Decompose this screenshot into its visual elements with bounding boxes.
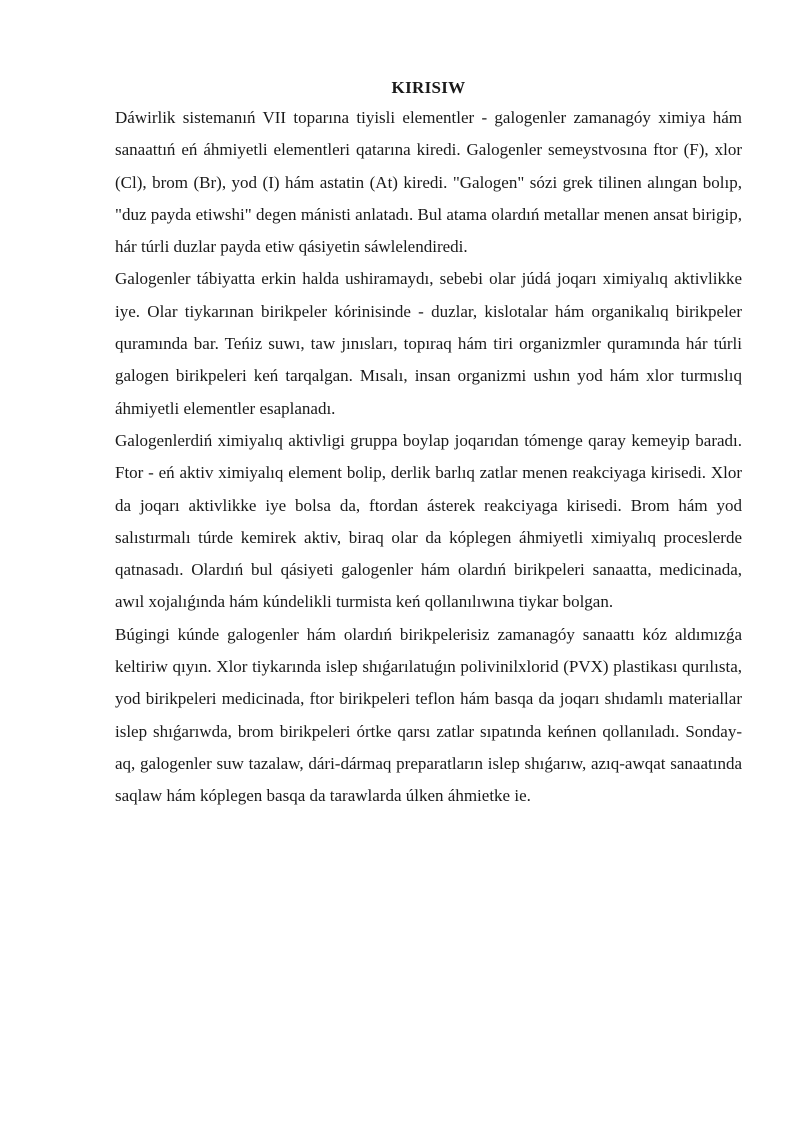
paragraph-nature: Galogenler tábiyatta erkin halda ushiramaydı, sebebi olar júdá joqarı ximiyalıq aktivlikke iye. Olar tiykarınan birikpeler kórinisinde - duzlar, kislotalar hám organikalıq birikpeler quramında bar. Teńiz suwı, taw jınısları, topıraq hám tiri organizmler quramında hár túrli galogen birikpeleri keń tarqalgan. Mısalı, insan organizmi ushın yod hám xlor turmıslıq áhmiyetli elementler esaplanadı. bbox=[115, 269, 742, 418]
paragraph-activity: Galogenlerdiń ximiyalıq aktivligi gruppa boylap joqarıdan tómenge qaray kemeyip baradı. Ftor - eń aktiv ximiyalıq element bolip, derlik barlıq zatlar menen reakciyaga kirisedi. Xlor da joqarı aktivlikke iye bolsa da, ftordan ásterek reakciyaga kirisedi. Brom hám yod salıstırmalı túrde kemirek aktiv, biraq olar da kóplegen áhmiyetli ximiyalıq proceslerde qatnasadı. Olardıń bul qásiyeti galogenler hám olardıń birikpeleri sanaatta, medicinada, awıl xojalıǵında hám kúndelikli turmista keń qollanılıwına tiykar bolgan. bbox=[115, 430, 742, 612]
paragraph-intro: Dáwirlik sistemanıń VII toparına tiyisli elementler - galogenler zamanagóy ximiya hám sanaattıń eń áhmiyetli elementleri qatarına kiredi. Galogenler semeystvosına ftor (F), xlor (Cl), brom (Br), yod (I) hám astatin (At) kiredi. "Galogen" sózi grek tilinen alıngan bolıp, "duz payda etiwshi" degen mánisti anlatadı. Bul atama olardıń metallar menen ansat birigip, hár túrli duzlar payda etiw qásiyetin sáwlelendiredi. bbox=[115, 108, 742, 257]
paragraph-applications: Búgingi kúnde galogenler hám olardıń birikpelerisiz zamanagóy sanaattı kóz aldımızǵa keltiriw qıyın. Xlor tiykarında islep shıǵarılatuǵın polivinilxlorid (PVX) plastikası qurılısta, yod birikpeleri medicinada, ftor birikpeleri teflon hám basqa da joqarı shıdamlı materiallar islep shıǵarıwda, brom birikpeleri órtke qarsı zatlar sıpatında keńnen qollanıladı. Sonday-aq, galogenler suw tazalaw, dári-dármaq preparatların islep shıǵarıw, azıq-awqat sanaatında saqlaw hám kóplegen basqa da tarawlarda úlken áhmietke ie. bbox=[115, 624, 742, 806]
document-title: KIRISIW bbox=[391, 78, 466, 97]
document-body bbox=[115, 74, 742, 813]
